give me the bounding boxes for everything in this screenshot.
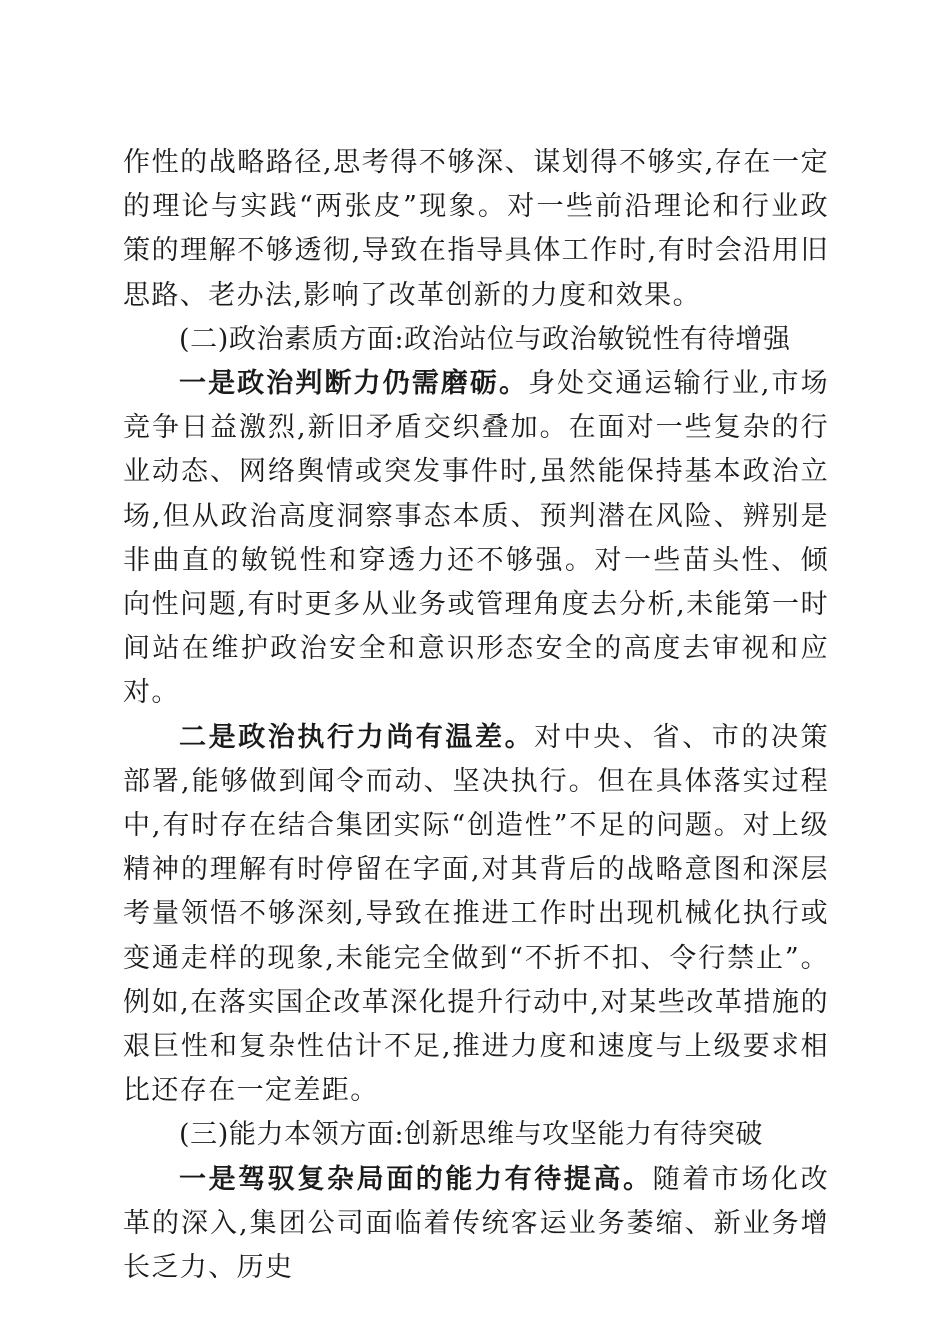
section-heading-ability: (三)能力本领方面:创新思维与攻坚能力有待突破 [179,1119,763,1151]
paragraph-continuation: 作性的战略路径,思考得不够深、谋划得不够实,存在一定的理论与实践“两张皮”现象。对一些前沿理论和行业政策的理解不够透彻,导致在指导具体工作时,有时会沿用旧思路、老办法,影响了改革创新的力度和效果。 [123,147,829,311]
paragraph-political-execution [123,716,829,1114]
document-page [123,141,829,1290]
paragraph-political-judgment [123,362,829,716]
paragraph-lead: 一是驾驭复杂局面的能力有待提高。 [179,1163,653,1195]
paragraph-lead: 一是政治判断力仍需磨砺。 [179,368,529,400]
paragraph-body: 身处交通运输行业,市场竞争日益激烈,新旧矛盾交织叠加。在面对一些复杂的行业动态、网络舆情或突发事件时,虽然能保持基本政治立场,但从政治高度洞察事态本质、预判潜在风险、辨别是非曲直的敏锐性和穿透力还不够强。对一些苗头性、倾向性问题,有时更多从业务或管理角度去分析,未能第一时间站在维护政治安全和意识形态安全的高度去审视和应对。 [123,368,829,709]
section-heading-political-quality: (二)政治素质方面:政治站位与政治敏锐性有待增强 [179,323,791,355]
paragraph-body: 随着市场化改革的深入,集团公司面临着传统客运业务萎缩、新业务增长乏力、历史 [123,1163,829,1284]
paragraph-body: 对中央、省、市的决策部署,能够做到闻令而动、坚决执行。但在具体落实过程中,有时存在结合集团实际“创造性”不足的问题。对上级精神的理解有时停留在字面,对其背后的战略意图和深层考量领悟不够深刻,导致在推进工作时出现机械化执行或变通走样的现象,未能完全做到“不折不扣、令行禁止”。例如,在落实国企改革深化提升行动中,对某些改革措施的艰巨性和复杂性估计不足,推进力度和速度与上级要求相比还存在一定差距。 [123,721,829,1107]
paragraph-lead: 二是政治执行力尚有温差。 [179,721,535,753]
paragraph-complex-situation [123,1158,829,1291]
